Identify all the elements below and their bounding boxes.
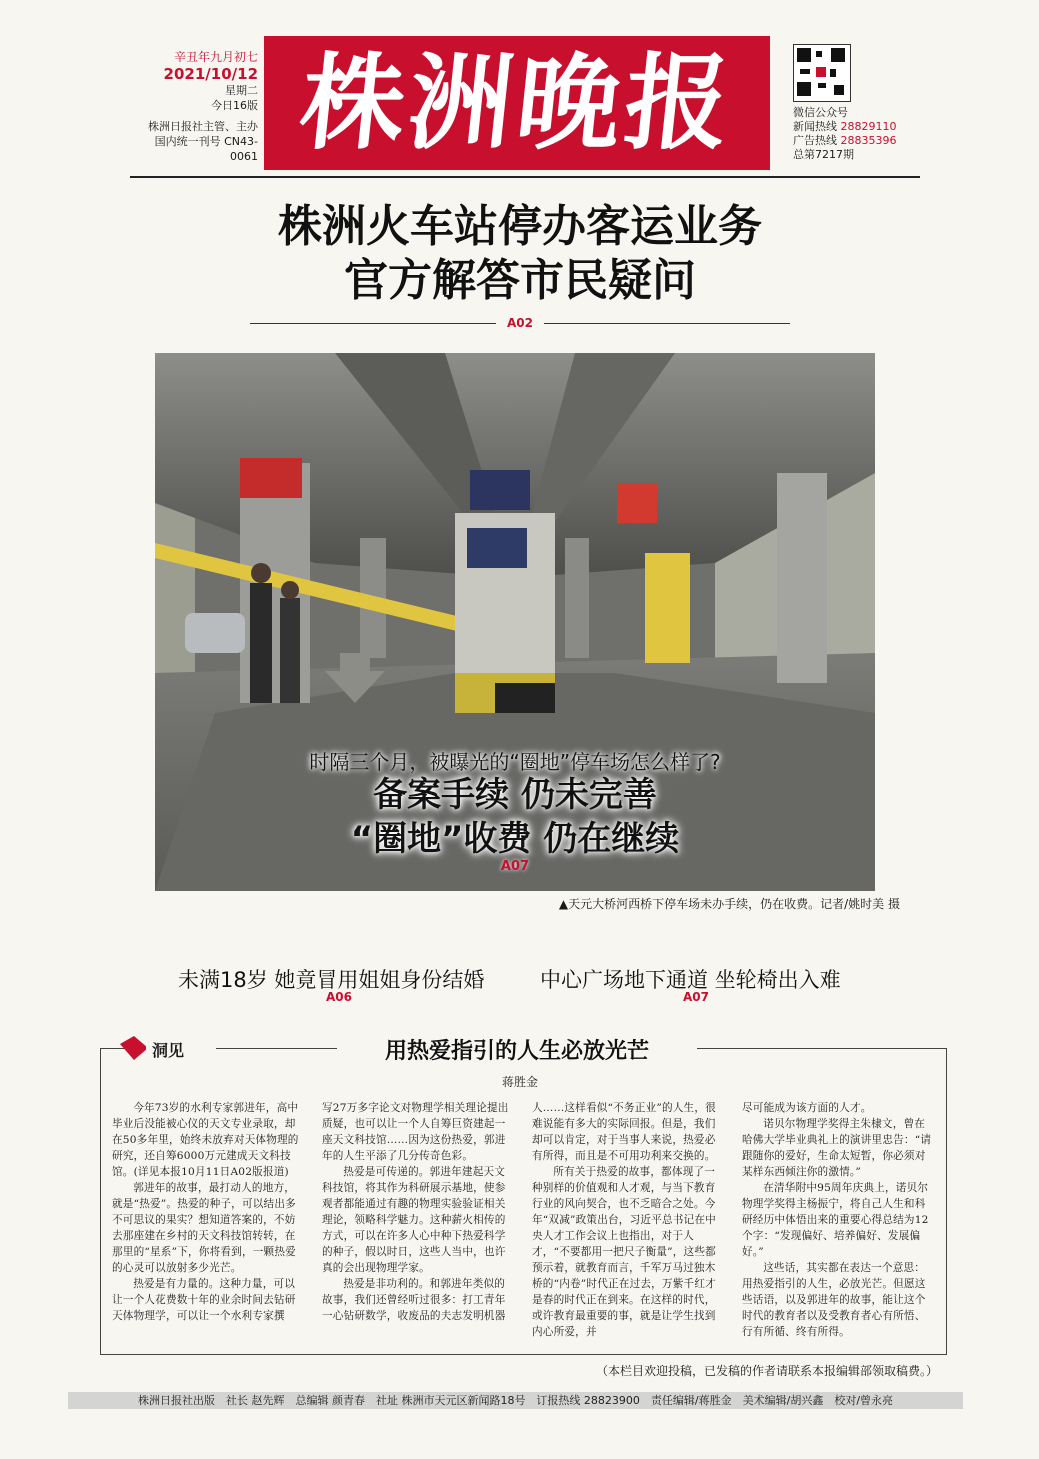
paragraph: 在清华附中95周年庆典上，诺贝尔物理学奖得主杨振宁，将自己人生和科研经历中体悟出来的重要心得总结为12个字：“发现偏好、培养偏好、发展偏好。” <box>742 1182 929 1258</box>
issue-date: 2021/10/12 <box>163 65 258 83</box>
ad-hotline-label: 广告热线 <box>793 134 837 147</box>
lunar-date: 辛丑年九月初七 <box>173 50 258 64</box>
wechat-label: 微信公众号 <box>793 106 848 119</box>
sponsor: 株洲日报社主管、主办 <box>148 120 258 133</box>
column-tag: 洞见 <box>152 1041 185 1060</box>
paragraph: 这些话，其实都在表达一个意思：用热爱指引的人生，必放光芒。但愿这些话语，以及郭进年的故事，能让这个时代的教育者以及受教育者心有所悟、行有所循、终有所得。 <box>742 1262 926 1338</box>
text-column-4 <box>742 1100 932 1340</box>
headline-line-2: 官方解答市民疑问 <box>344 255 696 306</box>
story-page-ref-2[interactable]: A07 <box>683 990 709 1004</box>
text-column-1 <box>112 1100 302 1340</box>
paragraph: 热爱是非功利的。和郭进年类似的故事，我们还曾经听过很多：打工青年一心钻研数学，收废品的夫志发明机器 <box>322 1278 506 1322</box>
column-body <box>112 1100 932 1340</box>
text-column-3 <box>532 1100 722 1340</box>
paragraph: 所有关于热爱的故事，都体现了一种别样的价值观和人才观，与当下教育行业的风向契合，也不乏暗合之处。今年“双减”政策出台，习近平总书记在中央人才工作会议上也指出，对于人才，“不要都用一把尺子衡量”，这些都预示着，就教育而言，千军万马过独木桥的“内卷”时代正在过去，万紫千红才是春的时代正在到来。在这样的时代，或许教育最重要的事，就是让学生找到内心所爱，并 <box>532 1166 716 1338</box>
story-page-ref-1[interactable]: A06 <box>326 990 352 1004</box>
paragraph: 人……这样看似“不务正业”的人生，很难说能有多大的实际回报。但是，我们却可以肯定，对于当事人来说，热爱必有所得，而且是不可用功利来交换的。 <box>532 1102 716 1162</box>
qr-code-icon[interactable] <box>793 44 851 102</box>
issue-number: 总第7217期 <box>793 148 854 161</box>
text-column-2 <box>322 1100 512 1340</box>
headline-page-ref[interactable]: A02 <box>496 316 544 330</box>
ad-hotline: 28835396 <box>840 134 897 147</box>
paragraph: 今年73岁的水利专家郭进年，高中毕业后没能被心仪的天文专业录取，却在50多年里，始终未放弃对天体物理的研究，还自筹6000万元建成天文科技馆。(详见本报10月11日A02版报道) <box>112 1102 299 1178</box>
photo-credit: ▲天元大桥河西桥下停车场未办手续，仍在收费。记者/姚时美 摄 <box>558 897 900 911</box>
paragraph: 郭进年的故事，最打动人的地方，就是“热爱”。热爱的种子，可以结出多不可思议的果实？想知道答案的，不妨去那座建在乡村的天文科技馆转转，在那里的“星系”下，你将看到，一颗热爱的心灵可以放射多少光芒。 <box>112 1182 296 1274</box>
photo-headline[interactable] <box>155 773 875 861</box>
imprint-footer: 株洲日报社出版 社长 赵先辉 总编辑 颜青春 社址 株洲市天元区新闻路18号 订报热线 28823900 责任编辑/蒋胜金 美术编辑/胡兴鑫 校对/曾永亮 <box>68 1392 963 1409</box>
contact-info <box>793 106 933 162</box>
masthead-title: 株洲晚报 <box>294 41 740 164</box>
photo-headline-line-2: “圈地”收费 仍在继续 <box>350 819 680 859</box>
story-title-2[interactable]: 中心广场地下通道 坐轮椅出入难 <box>540 968 841 992</box>
paragraph: 诺贝尔物理学奖得主朱棣文，曾在哈佛大学毕业典礼上的演讲里忠告：“请跟随你的爱好，生命太短暂，你必须对某样东西倾注你的激情。” <box>742 1118 932 1178</box>
edition-info <box>130 50 258 164</box>
lead-photo <box>155 353 875 891</box>
issn: 国内统一刊号 CN43-0061 <box>154 135 258 163</box>
story-title-1[interactable]: 未满18岁 她竟冒用姐姐身份结婚 <box>178 968 485 992</box>
masthead <box>264 36 770 170</box>
paragraph: 热爱是有力量的。这种力量，可以让一个人花费数十年的业余时间去钻研天体物理学，可以让一个水利专家撰 <box>112 1278 296 1322</box>
page-count: 今日16版 <box>211 99 258 112</box>
photo-page-ref[interactable]: A07 <box>500 859 530 874</box>
weekday: 星期二 <box>225 84 258 97</box>
main-headline[interactable] <box>150 200 890 308</box>
news-hotline: 28829110 <box>840 120 897 133</box>
paragraph: 写27万多字论文对物理学相关理论提出质疑，也可以让一个人自筹巨资建起一座天文科技馆……因为这份热爱，郭进年的人生平添了几分传奇色彩。 <box>322 1102 509 1162</box>
photo-subtitle: 时隔三个月，被曝光的“圈地”停车场怎么样了? <box>309 750 721 774</box>
photo-headline-line-1: 备案手续 仍未完善 <box>373 775 657 815</box>
headline-line-1: 株洲火车站停办客运业务 <box>278 201 762 252</box>
news-hotline-label: 新闻热线 <box>793 120 837 133</box>
header-divider <box>130 176 920 178</box>
column-title[interactable]: 用热爱指引的人生必放光芒 <box>337 1034 697 1065</box>
contribution-note: （本栏目欢迎投稿，已发稿的作者请联系本报编辑部领取稿费。） <box>595 1364 938 1378</box>
paragraph: 热爱是可传递的。郭进年建起天文科技馆，将其作为科研展示基地，使参观者都能通过有趣的物理实验验证相关理论，领略科学魅力。这种薪火相传的方式，可以在许多人心中种下热爱科学的种子，假以时日，这些人当中，也许真的会出现物理学家。 <box>322 1166 506 1274</box>
column-author: 蒋胜金 <box>501 1075 538 1089</box>
paragraph: 尽可能成为该方面的人才。 <box>742 1102 872 1114</box>
